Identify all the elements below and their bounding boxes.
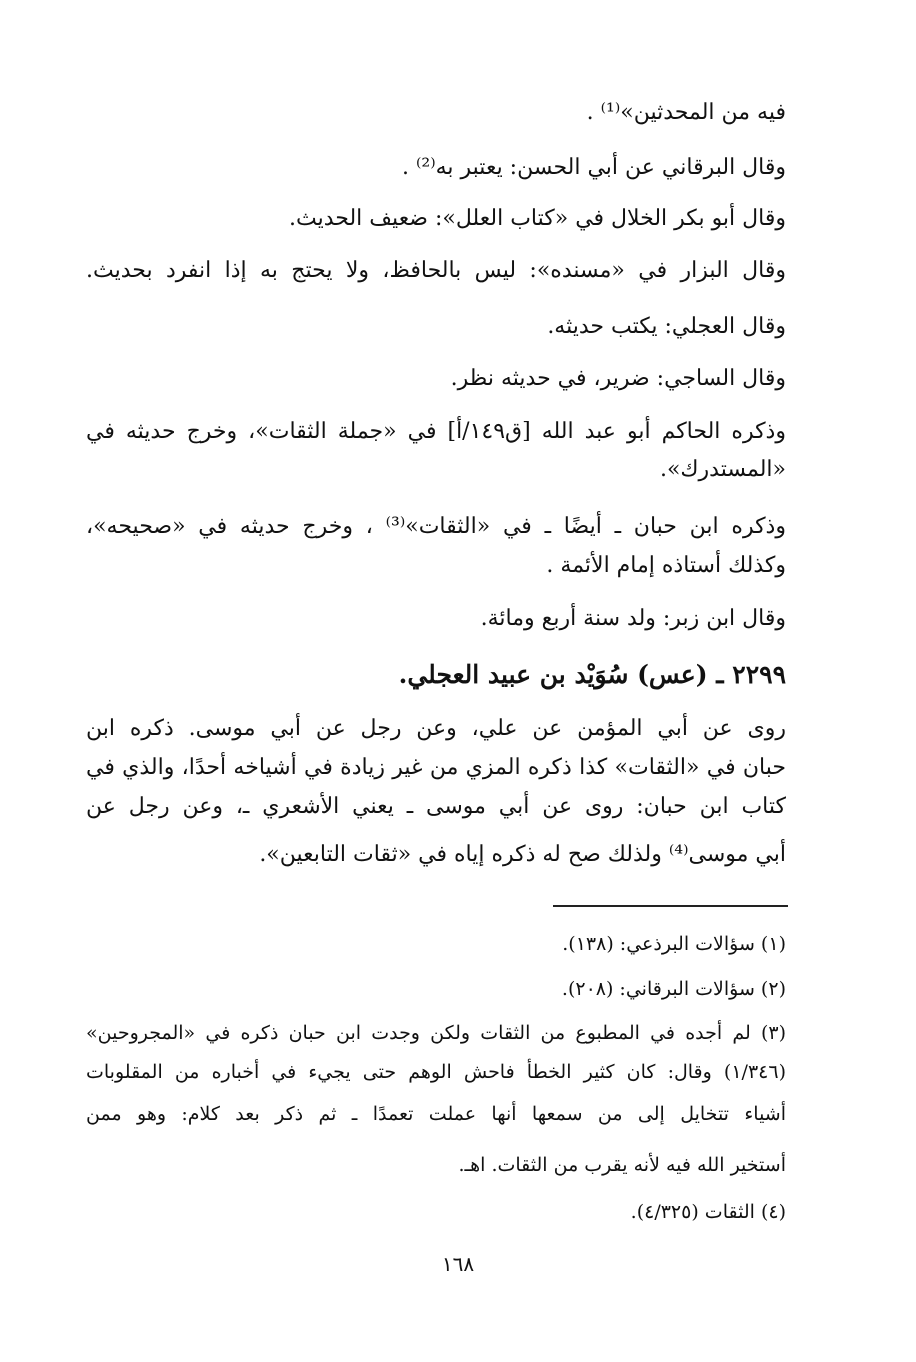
footnote: (٤) الثقات (٤/٣٢٥). [630, 1201, 786, 1223]
entry-text-line: أبي موسى⁽⁴⁾ ولذلك صح له ذكره إياه في «ثقات التابعين». [259, 842, 786, 867]
entry-text-line: كتاب ابن حبان: روى عن أبي موسى ـ يعني الأشعري ـ، وعن رجل عن [86, 794, 786, 819]
text-line: وقال العجلي: يكتب حديثه. [547, 314, 786, 339]
text-line: وقال البرقاني عن أبي الحسن: يعتبر به⁽²⁾ . [402, 155, 786, 180]
page-number: ١٦٨ [441, 1252, 475, 1276]
text-line: فيه من المحدثين»⁽¹⁾ . [586, 100, 786, 125]
text-line: وذكره الحاكم أبو عبد الله [ق١٤٩/أ] في «جملة الثقات»، وخرج حديثه في [86, 419, 786, 444]
footnote: (٢) سؤالات البرقاني: (٢٠٨). [561, 978, 786, 1000]
footnote: أشياء تتخايل إلى من سمعها أنها عملت تعمدًا ـ ثم ذكر بعد كلام: وهو ممن [86, 1103, 786, 1125]
text-line: وقال البزار في «مسنده»: ليس بالحافظ، ولا يحتج به إذا انفرد بحديث. [86, 258, 786, 283]
text-line: وكذلك أستاذه إمام الأئمة . [546, 553, 786, 578]
footnote: أستخير الله فيه لأنه يقرب من الثقات. اهـ. [458, 1154, 786, 1176]
entry-text-line: روى عن أبي المؤمن عن علي، وعن رجل عن أبي موسى. ذكره ابن [86, 716, 786, 741]
entry-heading: ٢٢٩٩ ـ (عس) سُوَيْد بن عبيد العجلي. [398, 660, 786, 689]
footnote-divider [553, 905, 788, 907]
text-line: «المستدرك». [659, 457, 786, 482]
text-line: وقال الساجي: ضرير، في حديثه نظر. [450, 366, 786, 391]
footnote: (١/٣٤٦) وقال: كان كثير الخطأ فاحش الوهم حتى يجيء في أخباره من المقلوبات [86, 1061, 786, 1083]
text-line: وقال ابن زبر: ولد سنة أربع ومائة. [480, 606, 786, 631]
entry-text-line: حبان في «الثقات» كذا ذكره المزي من غير زيادة في أشياخه أحدًا، والذي في [86, 755, 786, 780]
footnote: (١) سؤالات البرذعي: (١٣٨). [562, 933, 786, 955]
text-line: وذكره ابن حبان ـ أيضًا ـ في «الثقات»⁽³⁾ ، وخرج حديثه في «صحيحه»، [86, 514, 786, 539]
footnote: (٣) لم أجده في المطبوع من الثقات ولكن وجدت ابن حبان ذكره في «المجروحين» [86, 1022, 786, 1044]
text-line: وقال أبو بكر الخلال في «كتاب العلل»: ضعيف الحديث. [289, 206, 786, 231]
